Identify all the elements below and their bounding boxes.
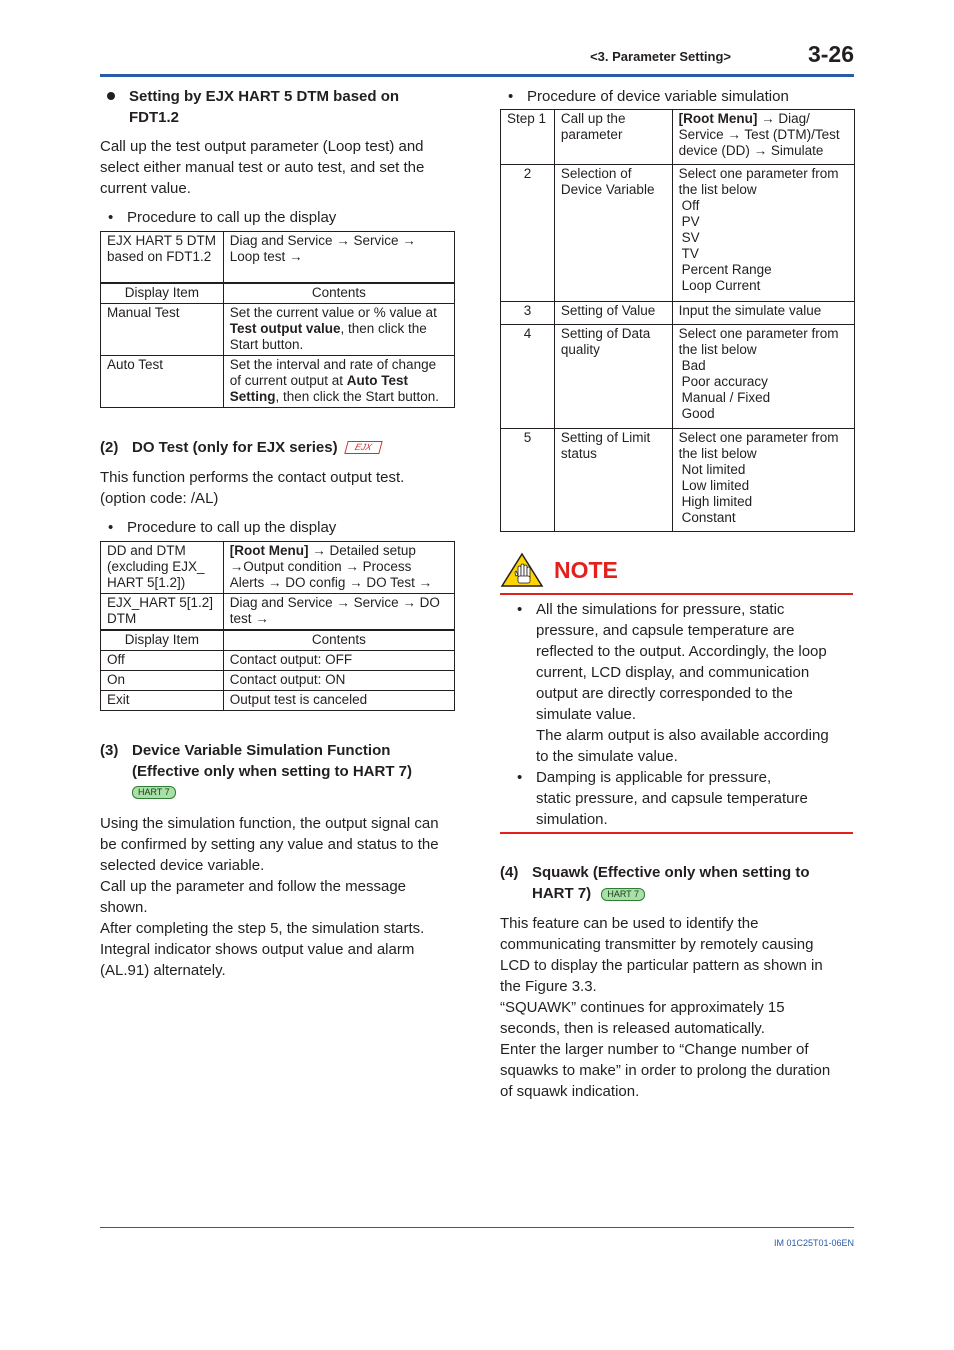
table-cell: Setting of Value (554, 302, 672, 325)
right-column (500, 86, 855, 1102)
dtm-bullet-text: Procedure to call up the display (127, 209, 337, 226)
squawk-text-line: seconds, then is released automatically. (500, 1020, 765, 1037)
squawk-text-line: This feature can be used to identify the (500, 915, 759, 932)
cell-bold-text: [Root Menu] (229, 542, 309, 558)
do-test-heading-text (132, 437, 380, 458)
heading-number: (2) (100, 438, 119, 456)
step-cell: Step 1 (501, 110, 555, 165)
hart7-badge: HART 7 (601, 888, 645, 901)
option-item: TV (681, 246, 699, 261)
dtm-intro (100, 136, 455, 199)
simulation-text-line: Call up the parameter and follow the message (100, 877, 407, 895)
dtm-bullet (100, 208, 455, 228)
warning-hand-icon (500, 552, 544, 588)
note-title-row (500, 550, 855, 590)
heading-text: DO Test (only for EJX series) (132, 438, 338, 456)
simulation-text-line: (AL.91) alternately. (100, 961, 226, 979)
table-header-cell: Contents (223, 283, 454, 304)
option-item: High limited (681, 494, 753, 509)
table-cell: EJX HART 5 DTM based on FDT1.2 (101, 232, 224, 283)
squawk-text (500, 913, 855, 1102)
do-test-heading (100, 437, 455, 458)
table-header-cell: Display Item (101, 630, 224, 651)
table-cell: Setting of Data quality (554, 325, 672, 429)
left-column (100, 86, 455, 981)
bullet-dot-icon: • (108, 209, 114, 226)
dtm-heading-text: Setting by EJX HART 5 DTM based on FDT1.2 (129, 88, 400, 126)
bullet-dot-icon: • (508, 88, 514, 105)
section-label: <3. Parameter Setting> (590, 49, 731, 64)
note-title: NOTE (554, 556, 618, 583)
hart7-badge: HART 7 (132, 786, 176, 799)
footer-rule (100, 1227, 854, 1228)
option-item: Bad (681, 358, 706, 373)
table-cell: Contact output: ON (223, 670, 454, 690)
dtm-intro-line: Call up the test output parameter (Loop test) and (100, 138, 424, 155)
table-cell: Call up the parameter (554, 110, 672, 165)
step-cell: 3 (501, 302, 555, 325)
option-item: Poor accuracy (681, 374, 768, 389)
procedure-bullet (500, 87, 855, 107)
squawk-text-line: “SQUAWK” continues for approximately 15 (500, 999, 785, 1016)
bullet-dot-icon: • (108, 518, 114, 536)
option-list (679, 198, 848, 294)
cell-text: Set the interval and rate of change of current output at (229, 356, 437, 388)
option-item: Low limited (681, 478, 750, 493)
cell-text: → Diag/ Service → Test (DTM)/Test device (DD) → Simulate (678, 111, 840, 158)
cell-bold-text: [Root Menu] (678, 111, 758, 126)
do-test-table (100, 541, 455, 711)
option-item: PV (681, 214, 700, 229)
bullet-dot-icon: • (517, 769, 523, 786)
heading-text: HART 7) (532, 885, 592, 902)
option-item: Not limited (681, 462, 746, 477)
option-item: Constant (681, 510, 736, 525)
table-cell (672, 165, 854, 302)
do-intro-line: This function performs the contact output test. (100, 468, 405, 486)
option-item: Loop Current (681, 278, 761, 293)
squawk-heading-text (532, 862, 810, 904)
page-number: 3-26 (807, 41, 854, 67)
table-header-cell: Display Item (101, 283, 224, 304)
cell-text: , then click the Start button. (275, 388, 440, 404)
table-cell (223, 303, 454, 355)
note-box (500, 550, 855, 834)
bullet-disc-icon (107, 92, 115, 100)
simulation-text-line: selected device variable. (100, 856, 265, 874)
do-intro (100, 467, 455, 509)
table-cell: Input the simulate value (672, 302, 854, 325)
dtm-intro-line: select either manual test or auto test, and set the (100, 159, 425, 176)
option-item: Percent Range (681, 262, 772, 277)
simulation-text-line: Integral indicator shows output value and alarm (100, 940, 415, 958)
document-code: IM 01C25T01-06EN (773, 1238, 854, 1248)
table-cell: Off (101, 650, 224, 670)
squawk-text-line: LCD to display the particular pattern as shown in (500, 957, 823, 974)
simulation-text-line: After completing the step 5, the simulation starts. (100, 919, 425, 937)
option-item: Manual / Fixed (681, 390, 771, 405)
cell-text: Set the current value or % value at (229, 304, 437, 320)
table-cell: Exit (101, 690, 224, 710)
note-item-text: All the simulations for pressure, static pressure, and capsule temperature are reflected to the output. Accordingly, the loop current, LCD display, and communication output are directly corresponded to the simulate value. The alarm output is also available according to the simulate value. (536, 601, 829, 765)
loop-test-table (100, 231, 455, 408)
note-item-text: Damping is applicable for pressure, static pressure, and capsule temperature simulation. (536, 769, 808, 828)
table-cell (672, 325, 854, 429)
squawk-text-line: of squawk indication. (500, 1083, 640, 1100)
table-cell: Manual Test (101, 303, 224, 355)
do-bullet-text: Procedure to call up the display (127, 518, 337, 536)
option-list (679, 358, 848, 422)
cell-text: → Detailed setup →Output condition → Process Alerts → DO config → DO Test → (229, 542, 433, 590)
squawk-text-line: communicating transmitter by remotely causing (500, 936, 814, 953)
cell-text: Select one parameter from the list below (678, 430, 839, 461)
table-cell: DD and DTM (excluding EJX_ HART 5[1.2]) (101, 541, 224, 593)
heading-number: (4) (500, 864, 519, 881)
do-bullet (100, 518, 455, 538)
option-item: Off (681, 198, 700, 213)
header-rule (100, 74, 854, 77)
table-header-cell: Contents (223, 630, 454, 651)
option-list (679, 462, 848, 526)
do-intro-line: (option code: /AL) (100, 489, 219, 507)
dtm-intro-line: current value. (100, 180, 191, 197)
cell-text: Select one parameter from the list below (678, 326, 839, 357)
heading-text: (Effective only when setting to HART 7) (132, 762, 413, 780)
table-cell: Selection of Device Variable (554, 165, 672, 302)
table-cell: Diag and Service → Service → Loop test → (223, 232, 454, 283)
simulation-heading (100, 740, 455, 803)
cell-bold-text: Test output value (229, 320, 341, 336)
simulation-text-line: be confirmed by setting any value and status to the (100, 835, 439, 853)
table-cell (672, 429, 854, 532)
table-cell: On (101, 670, 224, 690)
note-item (500, 599, 855, 767)
table-cell (223, 355, 454, 407)
table-cell: Auto Test (101, 355, 224, 407)
note-item (500, 767, 855, 830)
simulation-heading-text (132, 740, 412, 803)
heading-text: Squawk (Effective only when setting to (532, 864, 810, 881)
table-cell: Setting of Limit status (554, 429, 672, 532)
option-item: SV (681, 230, 700, 245)
step-cell: 2 (501, 165, 555, 302)
option-item: Good (681, 406, 715, 421)
note-list (500, 595, 855, 832)
squawk-text-line: the Figure 3.3. (500, 978, 597, 995)
cell-bold-text: Auto Test Setting (229, 372, 409, 404)
table-cell (672, 110, 854, 165)
simulation-steps-table (500, 109, 855, 532)
simulation-text-line: Using the simulation function, the output signal can (100, 814, 439, 832)
step-cell: 5 (501, 429, 555, 532)
heading-number: (3) (100, 741, 119, 759)
heading-text: Device Variable Simulation Function (132, 741, 391, 759)
squawk-text-line: Enter the larger number to “Change number of (500, 1041, 809, 1058)
step-cell: 4 (501, 325, 555, 429)
squawk-heading (500, 862, 855, 904)
procedure-bullet-text: Procedure of device variable simulation (527, 88, 789, 105)
simulation-text (100, 813, 455, 981)
bullet-dot-icon: • (517, 601, 523, 618)
squawk-text-line: squawks to make” in order to prolong the duration (500, 1062, 831, 1079)
dtm-heading (100, 86, 420, 128)
table-cell: EJX_HART 5[1.2] DTM (101, 593, 224, 630)
ejx-badge: EJX (344, 441, 382, 454)
table-cell: Contact output: OFF (223, 650, 454, 670)
note-bottom-rule (500, 832, 853, 834)
table-cell (223, 541, 454, 593)
simulation-text-line: shown. (100, 898, 148, 916)
table-cell: Diag and Service → Service → DO test → (223, 593, 454, 630)
table-cell: Output test is canceled (223, 690, 454, 710)
cell-text: , then click the Start button. (229, 320, 427, 352)
cell-text: Select one parameter from the list below (678, 166, 839, 197)
